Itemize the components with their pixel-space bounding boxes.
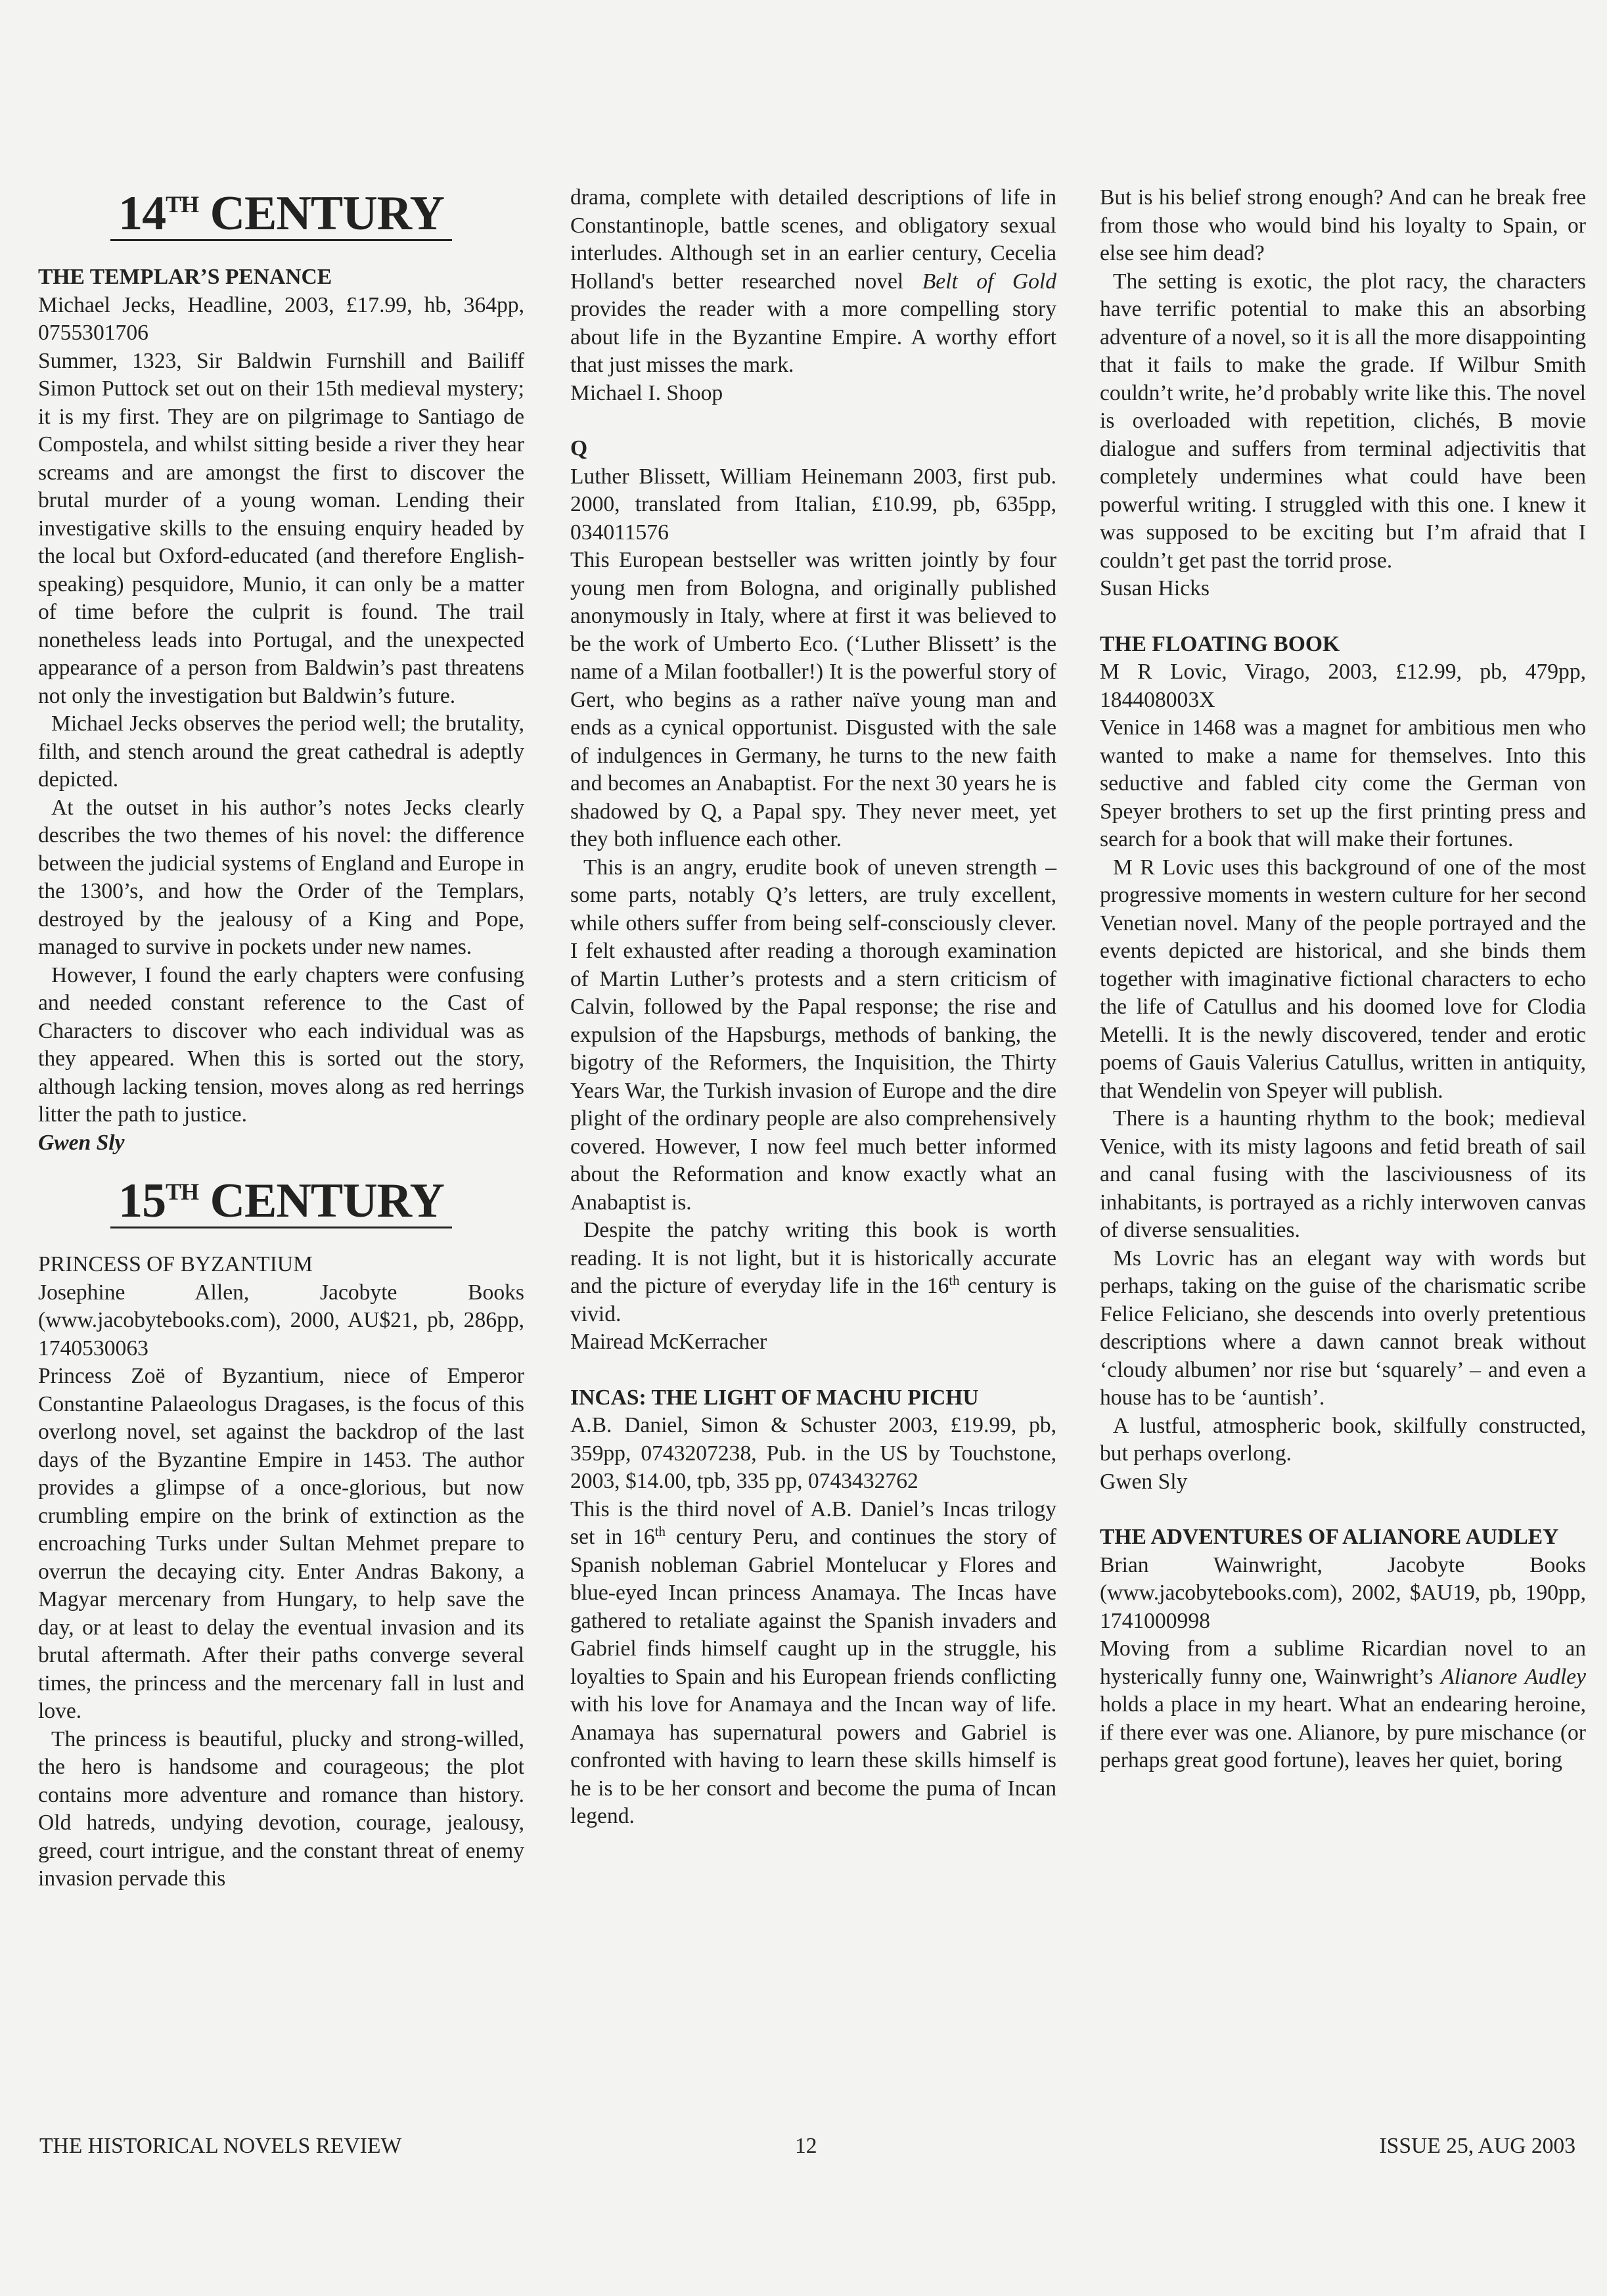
- review-paragraph: There is a haunting rhythm to the book; medieval Venice, with its misty lagoons and fetid breath of sail and canal fusing with the lasciviousness of its inhabitants, is portrayed as a richly interwoven canvas of diverse sensualities.: [1100, 1106, 1586, 1242]
- review-paragraph: Moving from a sublime Ricardian novel to an hysterically funny one, Wainwright’s Alianore Audley holds a place in my heart. What an endearing heroine, if there ever was one. Alianore, by pure mischance (or perhaps great good fortune), leaves her quiet, boring: [1100, 1636, 1586, 1772]
- review-title: Q: [570, 436, 588, 461]
- review-paragraph: Venice in 1468 was a magnet for ambitious men who wanted to make a name for themselves. Into this seductive and fabled city come the German von Speyer brothers to set up the first printing press and search for a book that will make their fortunes.: [1100, 715, 1586, 851]
- heading-word: CENTURY: [210, 187, 444, 240]
- review-paragraph: This is an angry, erudite book of uneven strength – some parts, notably Q’s letters, are truly excellent, while others suffer from being self-consciously clever. I felt exhausted after reading a thorough examination of Martin Luther’s protests and a stern criticism of Calvin, followed by the Papal response; the rise and expulsion of the Hapsburgs, methods of banking, the bigotry of the Reformers, the Inquisition, the Thirty Years War, the Turkish invasion of Europe and the dire plight of the ordinary people are also comprehensively covered. However, I now feel much better informed about the Reformation and know exactly what an Anabaptist is.: [570, 855, 1056, 1215]
- reviewer-signature: Gwen Sly: [1100, 1469, 1188, 1494]
- review-paragraph: Michael Jecks observes the period well; the brutality, filth, and stench around the great cathedral is adeptly depicted.: [38, 711, 524, 792]
- review-paragraph: The setting is exotic, the plot racy, the characters have terrific potential to make this an absorbing adventure of a novel, so it is all the more disappointing that it fails to make the grade. If Wilbur Smith couldn’t write, he’d probably write like this. The novel is overloaded with repetition, clichés, B movie dialogue and suffers from terminal adjectivitis that completely undermines what could have been powerful writing. I struggled with this one. I knew it was supposed to be exciting but I’m afraid that I couldn’t get past the torrid prose.: [1100, 269, 1586, 573]
- review-meta: M R Lovic, Virago, 2003, £12.99, pb, 479pp, 184408003X: [1100, 660, 1586, 712]
- review-paragraph: A lustful, atmospheric book, skilfully constructed, but perhaps overlong.: [1100, 1413, 1586, 1466]
- review-paragraph: At the outset in his author’s notes Jecks clearly describes the two themes of his novel: the difference between the judicial systems of England and Europe in the 1300’s, and how the Order of the Templars, destroyed by the jealousy of a King and Pope, managed to survive in pockets under new names.: [38, 795, 524, 959]
- footer-page-number: 12: [795, 2134, 817, 2158]
- review-paragraph: This is the third novel of A.B. Daniel’s Incas trilogy set in 16th century Peru, and continues the story of Spanish nobleman Gabriel Montelucar y Flores and blue-eyed Incan princess Anamaya. The Incas have gathered to retaliate against the Spanish invaders and Gabriel finds himself caught up in the struggle, his loyalties to Spain and his European friends conflicting with his love for Anamaya and the Incan way of life. Anamaya has supernatural powers and Gabriel is confronted with having to learn these skills himself is he is to be her consort and become the puma of Incan legend.: [570, 1497, 1056, 1828]
- heading-word: CENTURY: [210, 1174, 444, 1228]
- heading-sup: TH: [166, 191, 199, 217]
- review-title: PRINCESS OF BYZANTIUM: [38, 1252, 313, 1276]
- review-title: THE TEMPLAR’S PENANCE: [38, 265, 332, 289]
- review-paragraph: drama, complete with detailed descriptions of life in Constantinople, battle scenes, and obligatory sexual interludes. Although set in an earlier century, Cecelia Holland's better researched novel Belt of Gold provides the reader with a more compelling story about life in the Byzantine Empire. A worthy effort that just misses the mark.: [570, 185, 1056, 377]
- column-2: [570, 184, 1056, 1831]
- review-paragraph: M R Lovic uses this background of one of the most progressive moments in western culture for her second Venetian novel. Many of the people portrayed and the events depicted are historical, and she binds them together with imaginative fictional characters to echo the life of Catullus and his doomed love for Clodia Metelli. It is the newly discovered, tender and erotic poems of Gauis Valerius Catullus, written in antiquity, that Wendelin von Speyer will publish.: [1100, 855, 1586, 1103]
- book-title-italic: Alianore Audley: [1441, 1664, 1586, 1689]
- review-paragraph: Despite the patchy writing this book is worth reading. It is not light, but it is historically accurate and the picture of everyday life in the 16th century is vivid.: [570, 1218, 1056, 1326]
- footer-publication-name: THE HISTORICAL NOVELS REVIEW: [39, 2134, 402, 2158]
- section-heading-15th-century: [38, 1171, 524, 1228]
- review-paragraph: Summer, 1323, Sir Baldwin Furnshill and Bailiff Simon Puttock set out on their 15th medieval mystery; it is my first. They are on pilgrimage to Santiago de Compostela, and whilst sitting beside a river they hear screams and are amongst the first to discover the brutal murder of a young woman. Lending their investigative skills to the ensuing enquiry headed by the local but Oxford-educated (and therefore English-speaking) pesquidore, Munio, it can only be a matter of time before the culprit is found. The trail nonetheless leads into Portugal, and the unexpected appearance of a person from Baldwin’s past threatens not only the investigation but Baldwin’s future.: [38, 348, 524, 708]
- section-heading-14th-century: [38, 184, 524, 241]
- review-paragraph: This European bestseller was written jointly by four young men from Bologna, and originally published anonymously in Italy, where at first it was believed to be the work of Umberto Eco. (‘Luther Blissett’ is the name of a Milan footballer!) It is the powerful story of Gert, who begins as a rather naïve young man and ends as a cynical opportunist. Disgusted with the sale of indulgences in Germany, he turns to the new faith and becomes an Anabaptist. For the next 30 years he is shadowed by Q, a Papal spy. They never meet, yet they both influence each other.: [570, 548, 1056, 851]
- reviewer-signature: Gwen Sly: [38, 1130, 125, 1155]
- review-paragraph: Ms Lovric has an elegant way with words but perhaps, taking on the guise of the charismatic scribe Felice Feliciano, she descends into overly pretentious descriptions where a dawn cannot break without ‘cloudy albumen’ nor rise but ‘squarely’ – and even a house has to be ‘auntish’.: [1100, 1246, 1586, 1410]
- book-title-italic: Belt of Gold: [922, 269, 1056, 294]
- review-meta: Josephine Allen, Jacobyte Books (www.jacobytebooks.com), 2000, AU$21, pb, 286pp, 1740530063: [38, 1280, 524, 1361]
- review-paragraph: However, I found the early chapters were confusing and needed constant reference to the Cast of Characters to discover who each individual was as they appeared. When this is sorted out the story, although lacking tension, moves along as red herrings litter the path to justice.: [38, 962, 524, 1127]
- review-title: THE FLOATING BOOK: [1100, 631, 1340, 656]
- heading-sup: TH: [166, 1179, 199, 1205]
- review-paragraph: The princess is beautiful, plucky and strong-willed, the hero is handsome and courageous; the plot contains more adventure and romance than history. Old hatreds, undying devotion, courage, jealousy, greed, court intrigue, and the constant threat of enemy invasion pervade this: [38, 1726, 524, 1891]
- review-meta: A.B. Daniel, Simon & Schuster 2003, £19.99, pb, 359pp, 0743207238, Pub. in the US by Touchstone, 2003, $14.00, tpb, 335 pp, 0743432762: [570, 1413, 1056, 1493]
- heading-number: 15: [118, 1174, 166, 1228]
- heading-number: 14: [118, 187, 166, 240]
- review-title: INCAS: THE LIGHT OF MACHU PICHU: [570, 1385, 979, 1410]
- reviewer-signature: Susan Hicks: [1100, 576, 1210, 600]
- reviewer-signature: Mairead McKerracher: [570, 1330, 767, 1354]
- review-paragraph: But is his belief strong enough? And can he break free from those who would bind his loyalty to Spain, or else see him dead?: [1100, 185, 1586, 265]
- review-meta: Luther Blissett, William Heinemann 2003, first pub. 2000, translated from Italian, £10.99, pb, 635pp, 034011576: [570, 464, 1056, 545]
- review-paragraph: Princess Zoë of Byzantium, niece of Emperor Constantine Palaeologus Dragases, is the focus of this overlong novel, set against the backdrop of the last days of the Byzantine Empire in 1453. The author provides a glimpse of a once-glorious, but now crumbling empire on the brink of extinction as the encroaching Turks under Sultan Mehmet prepare to overrun the decaying city. Enter Andras Bakony, a Magyar mercenary from Hungary, to help save the day, or at least to delay the eventual invasion and its brutal aftermath. After their paths converge several times, the princess and the mercenary fall in lust and love.: [38, 1364, 524, 1723]
- reviewer-signature: Michael I. Shoop: [570, 380, 723, 405]
- review-title: THE ADVENTURES OF ALIANORE AUDLEY: [1100, 1525, 1559, 1549]
- footer-issue: ISSUE 25, AUG 2003: [1379, 2134, 1575, 2158]
- column-3: [1100, 184, 1586, 1775]
- review-meta: Michael Jecks, Headline, 2003, £17.99, hb, 364pp, 0755301706: [38, 292, 524, 345]
- column-1: [38, 184, 524, 1893]
- review-meta: Brian Wainwright, Jacobyte Books (www.jacobytebooks.com), 2002, $AU19, pb, 190pp, 1741000998: [1100, 1552, 1586, 1633]
